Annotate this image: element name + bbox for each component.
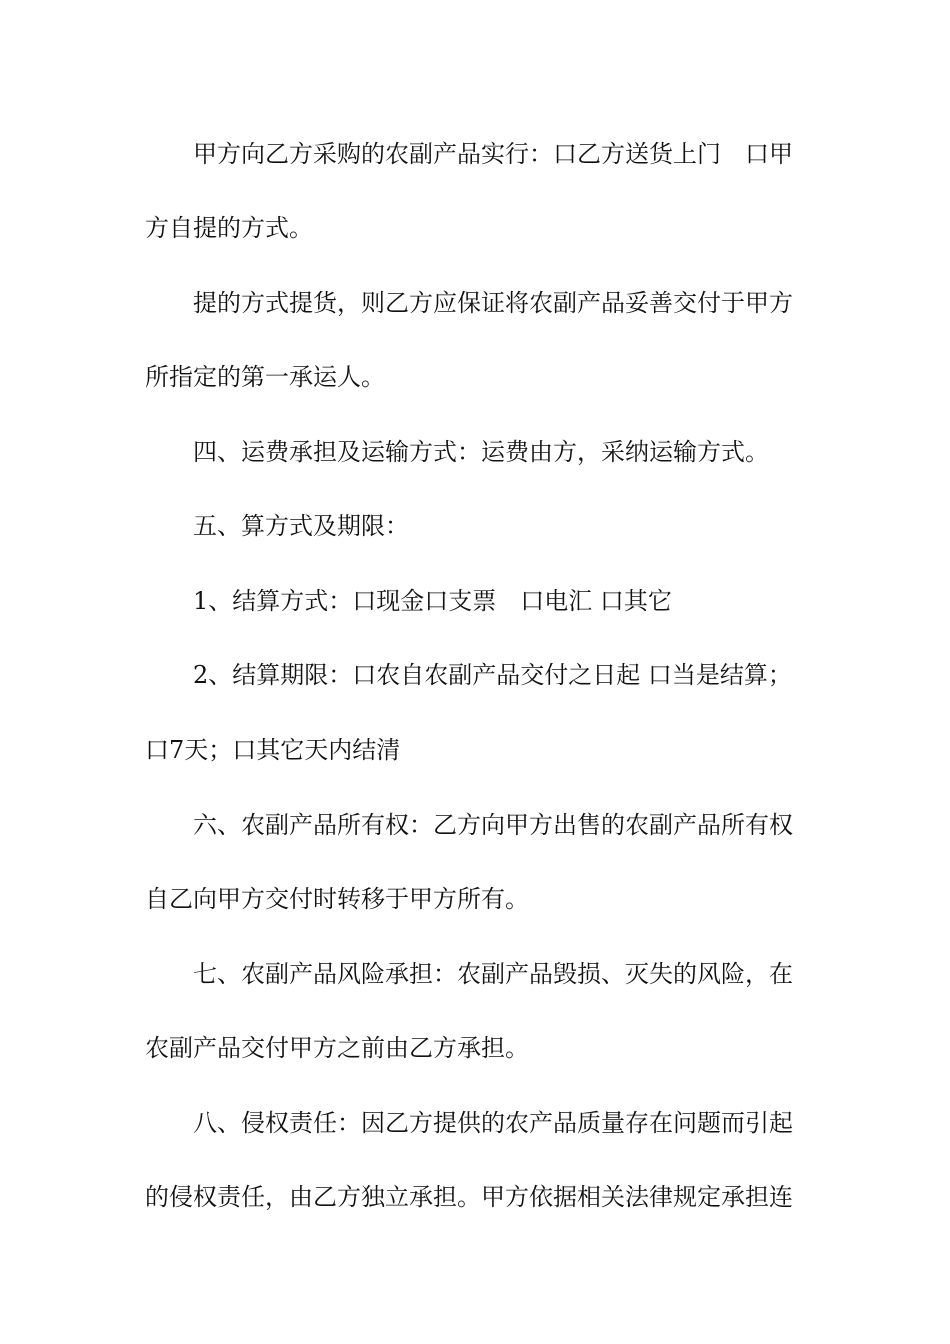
- settlement-period-line-1: 2、结算期限：口农自农副产品交付之日起 口当是结算；: [193, 661, 792, 689]
- section-risk-line-1: 七、农副产品风险承担：农副产品毁损、灭失的风险，在: [193, 960, 793, 988]
- settlement-period-line-2: 口7天；口其它天内结清: [145, 736, 401, 764]
- section-ownership-line-2: 自乙向甲方交付时转移于甲方所有。: [145, 885, 529, 913]
- section-settlement-heading: 五、算方式及期限：: [193, 512, 409, 540]
- settlement-method: 1、结算方式：口现金口支票 口电汇 口其它: [193, 587, 672, 615]
- paragraph-procurement-line-1: 甲方向乙方采购的农副产品实行：口乙方送货上门 口甲: [193, 140, 793, 168]
- paragraph-procurement-line-2: 方自提的方式。: [145, 214, 313, 242]
- paragraph-pickup-line-1: 提的方式提货，则乙方应保证将农副产品妥善交付于甲方: [193, 289, 793, 317]
- section-freight: 四、运费承担及运输方式：运费由方，采纳运输方式。: [193, 438, 769, 466]
- section-risk-line-2: 农副产品交付甲方之前由乙方承担。: [145, 1034, 529, 1062]
- section-ownership-line-1: 六、农副产品所有权：乙方向甲方出售的农副产品所有权: [193, 811, 793, 839]
- section-liability-line-2: 的侵权责任，由乙方独立承担。甲方依据相关法律规定承担连: [145, 1183, 793, 1211]
- paragraph-pickup-line-2: 所指定的第一承运人。: [145, 363, 385, 391]
- section-liability-line-1: 八、侵权责任：因乙方提供的农产品质量存在问题而引起: [193, 1109, 793, 1137]
